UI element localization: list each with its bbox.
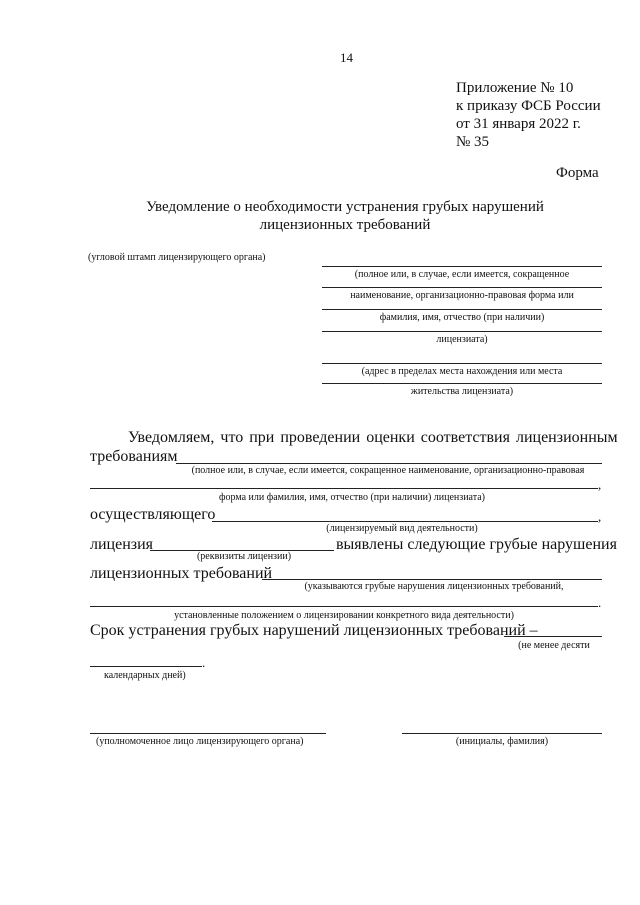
appendix-line-4: № 35 bbox=[456, 134, 490, 150]
signature-official-line bbox=[90, 733, 326, 734]
comma-1: , bbox=[598, 477, 602, 492]
title-line-2: лицензионных требований bbox=[259, 217, 431, 233]
activity-blank bbox=[212, 521, 598, 522]
page-number: 14 bbox=[340, 50, 353, 65]
period-1: . bbox=[598, 595, 602, 610]
performing-label: осуществляющего bbox=[90, 506, 216, 523]
licensee-name-blank-2 bbox=[90, 488, 598, 489]
period-2: . bbox=[202, 655, 206, 670]
licensee-name-blank bbox=[176, 463, 602, 464]
hint-licensee-name-2: форма или фамилия, имя, отчество (при наличии) лицензиата) bbox=[219, 492, 485, 503]
address-hint-1: (адрес в пределах места нахождения или места bbox=[361, 366, 563, 377]
address-line-1 bbox=[322, 363, 602, 364]
body-line-2: требованиям bbox=[90, 448, 178, 465]
license-requirements-label: лицензионных требований bbox=[90, 565, 273, 582]
hint-licensee-name-1: (полное или, в случае, если имеется, сокращенное наименование, организационно-правовая bbox=[191, 465, 585, 476]
licensee-hint-4: лицензиата) bbox=[436, 334, 488, 345]
signature-initials-hint: (инициалы, фамилия) bbox=[455, 736, 549, 747]
address-line-2 bbox=[322, 383, 602, 384]
licensee-hint-3: фамилия, имя, отчество (при наличии) bbox=[379, 312, 545, 323]
comma-2: , bbox=[598, 509, 602, 524]
hint-regulation: установленные положением о лицензировании конкретного вида деятельности) bbox=[174, 610, 514, 621]
hint-calendar-days: календарных дней) bbox=[104, 670, 186, 681]
deadline-label: Срок устранения грубых нарушений лицензионных требований – bbox=[90, 622, 538, 639]
corner-stamp-hint: (угловой штамп лицензирующего органа) bbox=[88, 252, 266, 263]
appendix-line-2: к приказу ФСБ России bbox=[456, 98, 601, 114]
deadline-blank bbox=[504, 636, 602, 637]
signature-official-hint: (уполномоченное лицо лицензирующего органа) bbox=[96, 736, 304, 747]
body-line-1: Уведомляем, что при проведении оценки соответствия лицензионным bbox=[128, 429, 618, 446]
licensee-line-1 bbox=[322, 266, 602, 267]
address-hint-2: жительства лицензиата) bbox=[410, 386, 514, 397]
form-label: Форма bbox=[556, 165, 599, 181]
licensee-line-2 bbox=[322, 287, 602, 288]
licensee-line-4 bbox=[322, 331, 602, 332]
violations-found-label: выявлены следующие грубые нарушения bbox=[336, 536, 617, 553]
signature-initials-line bbox=[402, 733, 602, 734]
title-line-1: Уведомление о необходимости устранения грубых нарушений bbox=[146, 199, 544, 215]
hint-license: (реквизиты лицензии) bbox=[196, 551, 292, 562]
license-label: лицензия bbox=[90, 536, 154, 553]
licensee-hint-1: (полное или, в случае, если имеется, сокращенное bbox=[354, 269, 570, 280]
appendix-line-3: от 31 января 2022 г. bbox=[456, 116, 581, 132]
violations-blank bbox=[262, 579, 602, 580]
deadline-blank-2 bbox=[90, 666, 202, 667]
hint-min-days: (не менее десяти bbox=[518, 640, 590, 651]
licensee-line-3 bbox=[322, 309, 602, 310]
violations-blank-2 bbox=[90, 606, 598, 607]
appendix-line-1: Приложение № 10 bbox=[456, 80, 574, 96]
hint-violations: (указываются грубые нарушения лицензионных требований, bbox=[304, 581, 564, 592]
licensee-hint-2: наименование, организационно-правовая форма или bbox=[350, 290, 574, 301]
hint-activity: (лицензируемый вид деятельности) bbox=[326, 523, 478, 534]
